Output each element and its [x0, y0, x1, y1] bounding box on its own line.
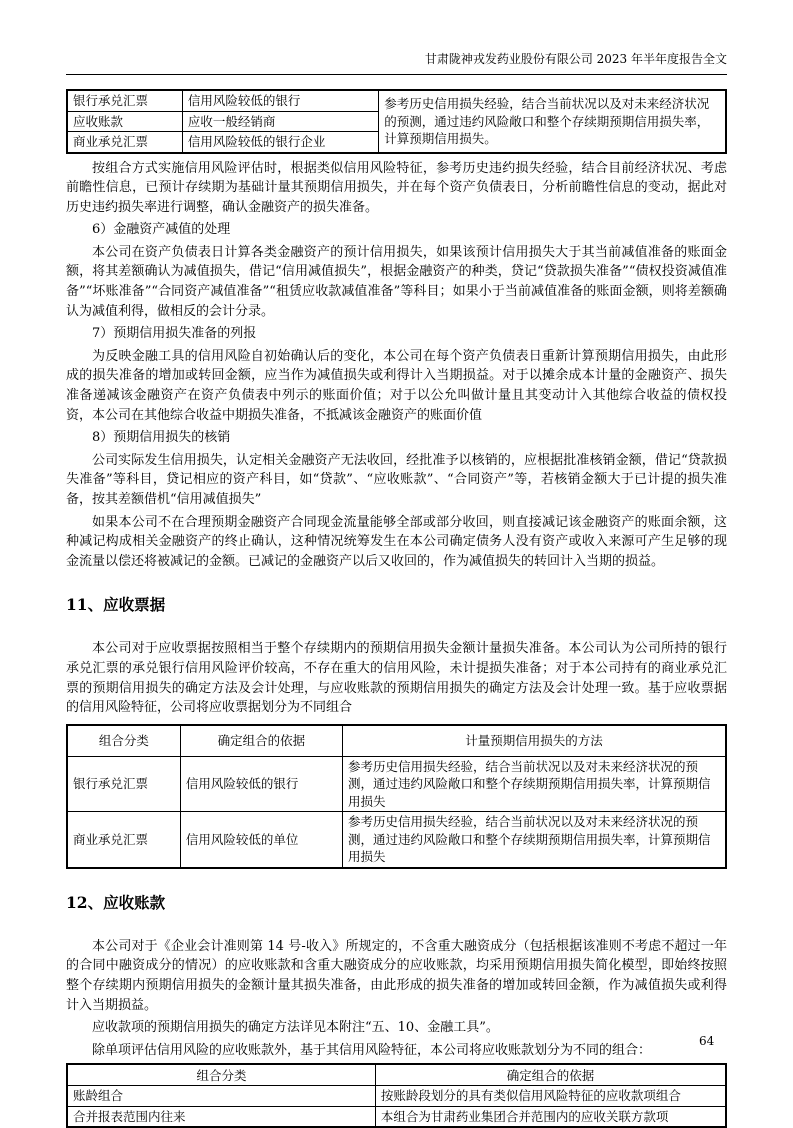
table-header-row	[67, 1064, 726, 1086]
subheading-impairment-treatment: 6）金融资产减值的处理	[92, 222, 231, 238]
table-cell: 信用风险较低的银行	[182, 90, 378, 111]
accounts-receivable-portfolio-table	[66, 1063, 727, 1128]
table-row	[67, 1086, 726, 1107]
column-header: 确定组合的依据	[180, 725, 342, 757]
section-title-notes-receivable: 11、应收票据	[66, 595, 166, 615]
table-cell: 按账龄段划分的具有类似信用风险特征的应收款项组合	[375, 1086, 726, 1107]
table-row	[67, 756, 726, 812]
column-header: 组合分类	[67, 725, 180, 757]
page-number: 64	[699, 1034, 715, 1048]
table-cell-merged-method: 参考历史信用损失经验，结合当前状况以及对未来经济状况的预测，通过违约风险敞口和整个存续期预期信用损失率，计算预期信用损失。	[379, 90, 726, 153]
column-header: 计量预期信用损失的方法	[342, 725, 726, 757]
table-cell: 应收一般经销商	[182, 111, 378, 132]
paragraph-accounts-receivable-reference: 应收款项的预期信用损失的确定方法详见本附注“五、10、金融工具”。	[92, 1020, 499, 1036]
table-cell: 参考历史信用损失经验，结合当前状况以及对未来经济状况的预测，通过违约风险敞口和整个存续期预期信用损失率，计算预期信用损失	[342, 756, 726, 812]
table-row	[67, 1106, 726, 1127]
portfolio-method-summary-table	[66, 89, 727, 154]
column-header: 组合分类	[67, 1064, 375, 1086]
paragraph-accounts-receivable-model: 本公司对于《企业会计准则第 14 号-收入》所规定的，不含重大融资成分（包括根据该准则不考虑不超过一年的合同中融资成分的情况）的应收账款和含重大融资成分的应收账款，均采用预期信用损失简化模型，即始终按照整个存续期内预期信用损失的金额计量其损失准备，由此形成的损失准备的增加或转回金额，作为减值损失或利得计入当期损益。	[66, 938, 727, 1013]
table-cell: 应收账款	[67, 111, 182, 132]
paragraph-accounts-receivable-grouping: 除单项评估信用风险的应收账款外，基于其信用风险特征，本公司将应收账款划分为不同的组合：	[92, 1042, 652, 1058]
paragraph-loss-writeoff: 公司实际发生信用损失，认定相关金融资产无法收回，经批准予以核销的，应根据批准核销金额，借记“贷款损失准备”等科目，贷记相应的资产科目，如“贷款”、“应收账款”、“合同资产”等，若核销金额大于已计提的损失准备，按其差额借机“信用减值损失”	[66, 452, 727, 507]
paragraph-notes-receivable: 本公司对于应收票据按照相当于整个存续期内的预期信用损失金额计量损失准备。本公司认为公司所持的银行承兑汇票的承兑银行信用风险评价较高，不存在重大的信用风险，未计提损失准备；对于本公司持有的商业承兑汇票的预期信用损失的确定方法及会计处理，与应收账款的预期信用损失的确定方法及会计处理一致。基于应收票据的信用风险特征，公司将应收票据划分为不同组合	[66, 641, 727, 716]
table-cell: 商业承兑汇票	[67, 132, 182, 153]
paragraph-impairment-treatment: 本公司在资产负债表日计算各类金融资产的预计信用损失，如果该预计信用损失大于其当前减值准备的账面金额，将其差额确认为减值损失，借记“信用减值损失”，根据金融资产的种类，贷记“贷款损失准备”“债权投资减值准备”“坏账准备”“合同资产减值准备”“租赁应收款减值准备”等科目；如果小于当前减值准备的账面金额，则将差额确认为减值利得，做相反的会计分录。	[66, 244, 727, 319]
subheading-loss-provision-presentation: 7）预期信用损失准备的列报	[92, 326, 257, 342]
paragraph-portfolio-assessment: 按组合方式实施信用风险评估时，根据类似信用风险特征，参考历史违约损失经验，结合目前经济状况、考虑前瞻性信息，已预计存续期为基础计量其预期信用损失，并在每个资产负债表日，分析前瞻性信息的变动，据此对历史违约损失率进行调整，确认金融资产的损失准备。	[66, 160, 727, 215]
table-cell: 银行承兑汇票	[67, 756, 180, 812]
table-cell: 本组合为甘肃药业集团合并范围内的应收关联方款项	[375, 1106, 726, 1127]
paragraph-loss-provision-presentation: 为反映金融工具的信用风险自初始确认后的变化，本公司在每个资产负债表日重新计算预期信用损失，由此形成的损失准备的增加或转回金额，应当作为减值损失或利得计入当期损益。对于以摊余成本计量的金融资产、损失准备递减该金融资产在资产负债表中列示的账面价值；对于以公允叫做计量且其变动计入其他综合收益的债权投资，本公司在其他综合收益中期损失准备，不抵减该金融资产的账面价值	[66, 348, 727, 423]
notes-receivable-portfolio-table	[66, 724, 727, 869]
table-cell: 信用风险较低的银行	[180, 756, 342, 812]
section-title-accounts-receivable: 12、应收账款	[66, 892, 166, 912]
table-cell: 合并报表范围内往来	[67, 1106, 375, 1127]
column-header: 确定组合的依据	[375, 1064, 726, 1086]
table-cell: 账龄组合	[67, 1086, 375, 1107]
table-cell: 商业承兑汇票	[67, 812, 180, 868]
subheading-loss-writeoff: 8）预期信用损失的核销	[92, 430, 231, 446]
table-cell: 银行承兑汇票	[67, 90, 182, 111]
table-cell: 信用风险较低的银行企业	[182, 132, 378, 153]
page-header-title: 甘肃陇神戎发药业股份有限公司 2023 年半年度报告全文	[66, 52, 727, 75]
table-header-row	[67, 725, 726, 757]
paragraph-direct-writedown: 如果本公司不在合理预期金融资产合同现金流量能够全部或部分收回，则直接减记该金融资产的账面余额，这种减记构成相关金融资产的终止确认，这种情况统筹发生在本公司确定债务人没有资产或收入来源可产生足够的现金流量以偿还将被减记的金额。已减记的金融资产以后又收回的，作为减值损失的转回计入当期的损益。	[66, 514, 727, 569]
table-row	[67, 812, 726, 868]
table-cell: 信用风险较低的单位	[180, 812, 342, 868]
table-cell: 参考历史信用损失经验，结合当前状况以及对未来经济状况的预测，通过违约风险敞口和整个存续期预期信用损失率，计算预期信用损失	[342, 812, 726, 868]
table-row	[67, 90, 726, 111]
